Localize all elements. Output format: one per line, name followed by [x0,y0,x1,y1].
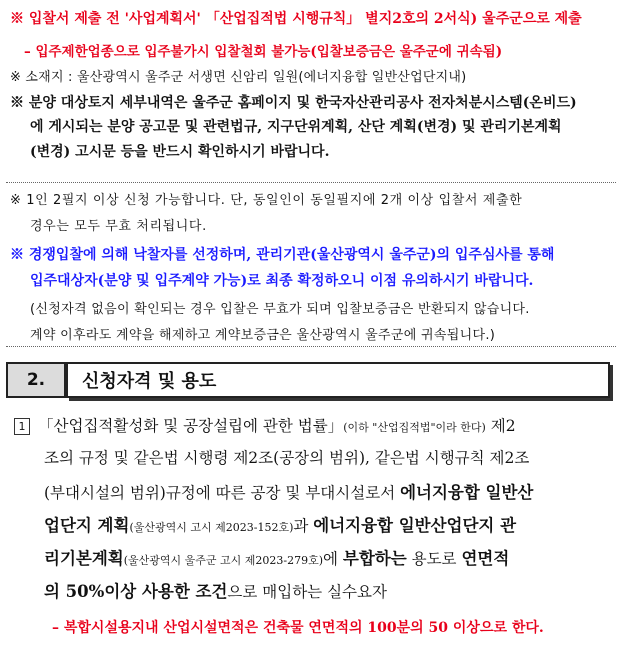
notice-multi-parcel-line1: ※ 1인 2필지 이상 신청 가능합니다. 단, 동일인이 동일필지에 2개 이상 입찰서 제출한 [10,193,523,208]
location-text: ※ 소재지 : 울산광역시 울주군 서생면 신암리 일원(에너지융합 일반산업단지내) [10,70,467,85]
qualification-line6 [44,578,387,602]
section-title: 신청자격 및 용도 [66,362,610,398]
conforming-text: 부합하는 [342,549,407,568]
qualification-line1 [38,414,516,436]
buyer-text: 으로 매입하는 실수요자 [227,583,387,601]
notice-bidding-line2: 입주대상자(분양 및 입주계약 가능)로 최종 확정하오니 이점 유의하시기 바랍니다. [30,273,534,289]
complex-plan-name-end: 업단지 계획 [44,516,130,535]
complex-facility-note: – 복합시설용지내 산업시설면적은 건축물 연면적의 100분의 50 이상으로 한다. [52,620,544,636]
uljugun-notice-ref: (울산광역시 울주군 고시 제2023-279호) [123,554,323,567]
law-abbrev-note: (이하 "산업집적법"이라 한다) [343,421,486,434]
conjunction-text: 과 [293,517,314,535]
notice-bidding-line1: ※ 경쟁입찰에 의해 낙찰자를 선정하며, 관리기관(울산광역시 울주군)의 입주심사를 통해 [10,247,555,263]
notice-detail-line2: 에 게시되는 분양 공고문 및 관련법규, 지구단위계획, 산단 계획(변경) 및 관리기본계획 [30,119,562,135]
qualification-line5 [44,545,509,569]
qualification-line4 [44,512,516,536]
management-plan-name-end: 리기본계획 [44,549,124,568]
dotted-divider [6,346,616,347]
law-name: 「산업집적활성화 및 공장설립에 관한 법률」 [38,417,344,435]
purpose-text: 용도로 [406,550,462,568]
qualification-line2: 조의 규정 및 같은법 시행령 제2조(공장의 범위), 같은법 시행규칙 제2조 [44,449,530,467]
notice-multi-parcel-line2: 경우는 모두 무효 처리됩니다. [30,219,207,234]
facility-scope-text: (부대시설의 범위)규정에 따른 공장 및 부대시설로서 [44,484,401,502]
dotted-divider [6,182,616,183]
floor-area-text: 연면적 [461,549,510,568]
management-plan-name-start: 에너지융합 일반산업단지 관 [313,516,517,535]
article-start: 제2 [485,417,516,435]
notice-invalid-line1: (신청자격 없음이 확인되는 경우 입찰은 무효가 되며 입찰보증금은 반환되지 않습니다. [30,302,530,317]
complex-plan-name-start: 에너지융합 일반산 [400,483,534,502]
notice-invalid-line2: 계약 이후라도 계약을 해제하고 계약보증금은 울산광역시 울주군에 귀속됩니다.) [30,328,496,343]
usage-condition-text: 의 50%이상 사용한 조건 [44,582,228,601]
notice-detail-line1: ※ 분양 대상토지 세부내역은 울주군 홈페이지 및 한국자산관리공사 전자처분시스템(온비드) [10,95,577,111]
section-number: 2. [6,362,66,398]
ulsan-notice-ref: (울산광역시 고시 제2023-152호) [129,521,294,534]
notice-submit-plan: ※ 입찰서 제출 전 '사업계획서' 「산업집적법 시행규칙」 별지2호의 2서식) 울주군으로 제출 [10,11,582,27]
item-number-box: 1 [14,418,30,435]
qualification-line3 [44,479,533,503]
notice-restriction: – 입주제한업종으로 입주불가시 입찰철회 불가능(입찰보증금은 울주군에 귀속됨) [24,44,503,60]
particle-text: 에 [323,550,343,568]
notice-detail-line3: (변경) 고시문 등을 반드시 확인하시기 바랍니다. [30,144,330,160]
